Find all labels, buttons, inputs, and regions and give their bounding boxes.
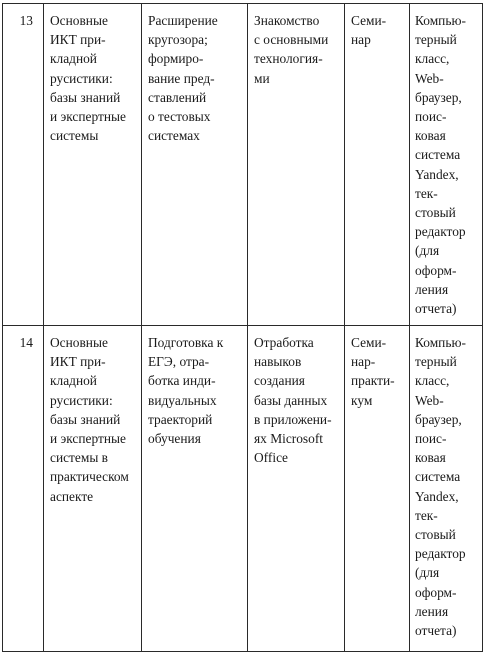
topic-cell: [44, 326, 142, 652]
resources-cell: [410, 4, 483, 326]
form-cell: [345, 4, 410, 326]
row-number-cell: [3, 326, 44, 652]
topic-text: Основные ИКТ при- кладной русистики: базы знаний и экспертные системы в практическом аспекте: [50, 335, 129, 504]
row-number: 13: [19, 13, 33, 28]
form-text: Семи- нар: [351, 13, 387, 48]
resources-text: Компью- терный класс, Web- браузер, поис- ковая система Yandex, тек- стовый редактор (для оформ- ления отчета): [415, 13, 466, 317]
tasks-text: Знакомство с основными технология- ми: [254, 13, 329, 86]
form-cell: [345, 326, 410, 652]
goal-cell: [142, 326, 248, 652]
row-number: 14: [19, 335, 33, 350]
row-number-cell: [3, 4, 44, 326]
table-row: [3, 326, 483, 652]
goal-text: Подготовка к ЕГЭ, отра- ботка инди- видуальных траекторий обучения: [148, 335, 224, 447]
topic-text: Основные ИКТ при- кладной русистики: базы знаний и экспертные системы: [50, 13, 126, 144]
tasks-text: Отработка навыков создания базы данных в приложени- ях Microsoft Office: [254, 335, 332, 466]
tasks-cell: [248, 326, 345, 652]
table-row: [3, 4, 483, 326]
resources-cell: [410, 326, 483, 652]
tasks-cell: [248, 4, 345, 326]
resources-text: Компью- терный класс, Web- браузер, поис- ковая система Yandex, тек- стовый редактор (для оформ- ления отчета): [415, 335, 466, 639]
goal-cell: [142, 4, 248, 326]
lesson-plan-table: [2, 3, 483, 652]
goal-text: Расширение кругозора; формиро- вание пред- ставлений о тестовых системах: [148, 13, 218, 144]
topic-cell: [44, 4, 142, 326]
form-text: Семи- нар- практи- кум: [351, 335, 395, 408]
